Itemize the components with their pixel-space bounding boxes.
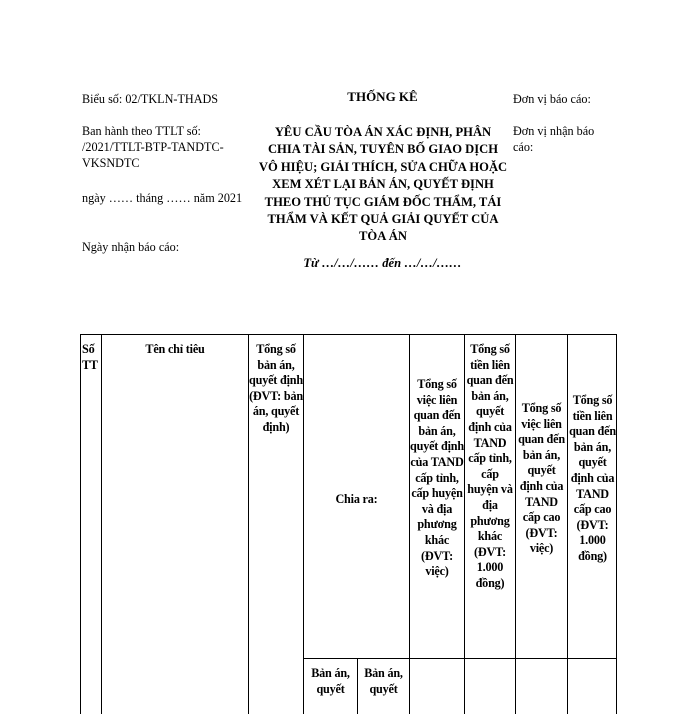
col-header-provincial-amount: Tổng số tiền liên quan đến bản án, quyết định của TAND cấp tỉnh, cấp huyện và địa phương khác (ĐVT: 1.000 đồng) (466, 342, 514, 590)
reporting-unit-label: Đơn vị báo cáo: (513, 92, 591, 106)
col-header-provincial-cases: Tổng số việc liên quan đến bản án, quyết định của TAND cấp tỉnh, cấp huyện và địa phương khác (ĐVT: việc) (410, 377, 464, 579)
col-header-stt: Số TT (82, 342, 98, 372)
col-header-high-court-amount: Tổng số tiền liên quan đến bản án, quyết định của TAND cấp cao (ĐVT: 1.000 đồng) (569, 393, 616, 563)
column-divider (101, 334, 102, 714)
col-header-breakdown: Chia ra: (335, 492, 378, 506)
table-left-border (80, 334, 81, 714)
table-top-border (80, 334, 617, 335)
col-header-high-court-cases: Tổng số việc liên quan đến bản án, quyết định của TAND cấp cao (ĐVT: việc) (518, 401, 565, 556)
document-title: THỐNG KÊ (347, 89, 418, 104)
form-number: Biểu số: 02/TKLN-THADS (82, 92, 219, 106)
subheader-divider (303, 658, 617, 659)
received-date-label: Ngày nhận báo cáo: (82, 240, 180, 254)
col-header-total-judgments: Tổng số bản án, quyết định (ĐVT: bản án, quyết định) (249, 342, 303, 434)
statistics-table (80, 334, 617, 714)
col-header-indicator-name: Tên chỉ tiêu (145, 342, 205, 356)
receiving-unit-label: Đơn vị nhận báo cáo: (513, 124, 595, 154)
document-subtitle: YÊU CẦU TÒA ÁN XÁC ĐỊNH, PHÂN CHIA TÀI SẢN, TUYÊN BỐ GIAO DỊCH VÔ HIỆU; GIẢI THÍCH, SỬA CHỮA HOẶC XEM XÉT LẠI BẢN ÁN, QUYẾT ĐỊNH THEO THỦ TỤC GIÁM ĐỐC THẨM, TÁI THẨM VÀ KẾT QUẢ GIẢI QUYẾT CỦA TÒA ÁN (258, 125, 508, 244)
subcol-header-judgment-2: Bản án, quyết (364, 666, 403, 696)
reporting-period: Từ …/…/…… đến …/…/…… (303, 256, 462, 270)
issued-by-text: Ban hành theo TTLT số: /2021/TTLT-BTP-TANDTC-VKSNDTC (82, 124, 224, 170)
column-divider (303, 334, 304, 714)
date-line: ngày …… tháng …… năm 2021 (82, 191, 243, 205)
subcol-header-judgment-1: Bản án, quyết (311, 666, 350, 696)
